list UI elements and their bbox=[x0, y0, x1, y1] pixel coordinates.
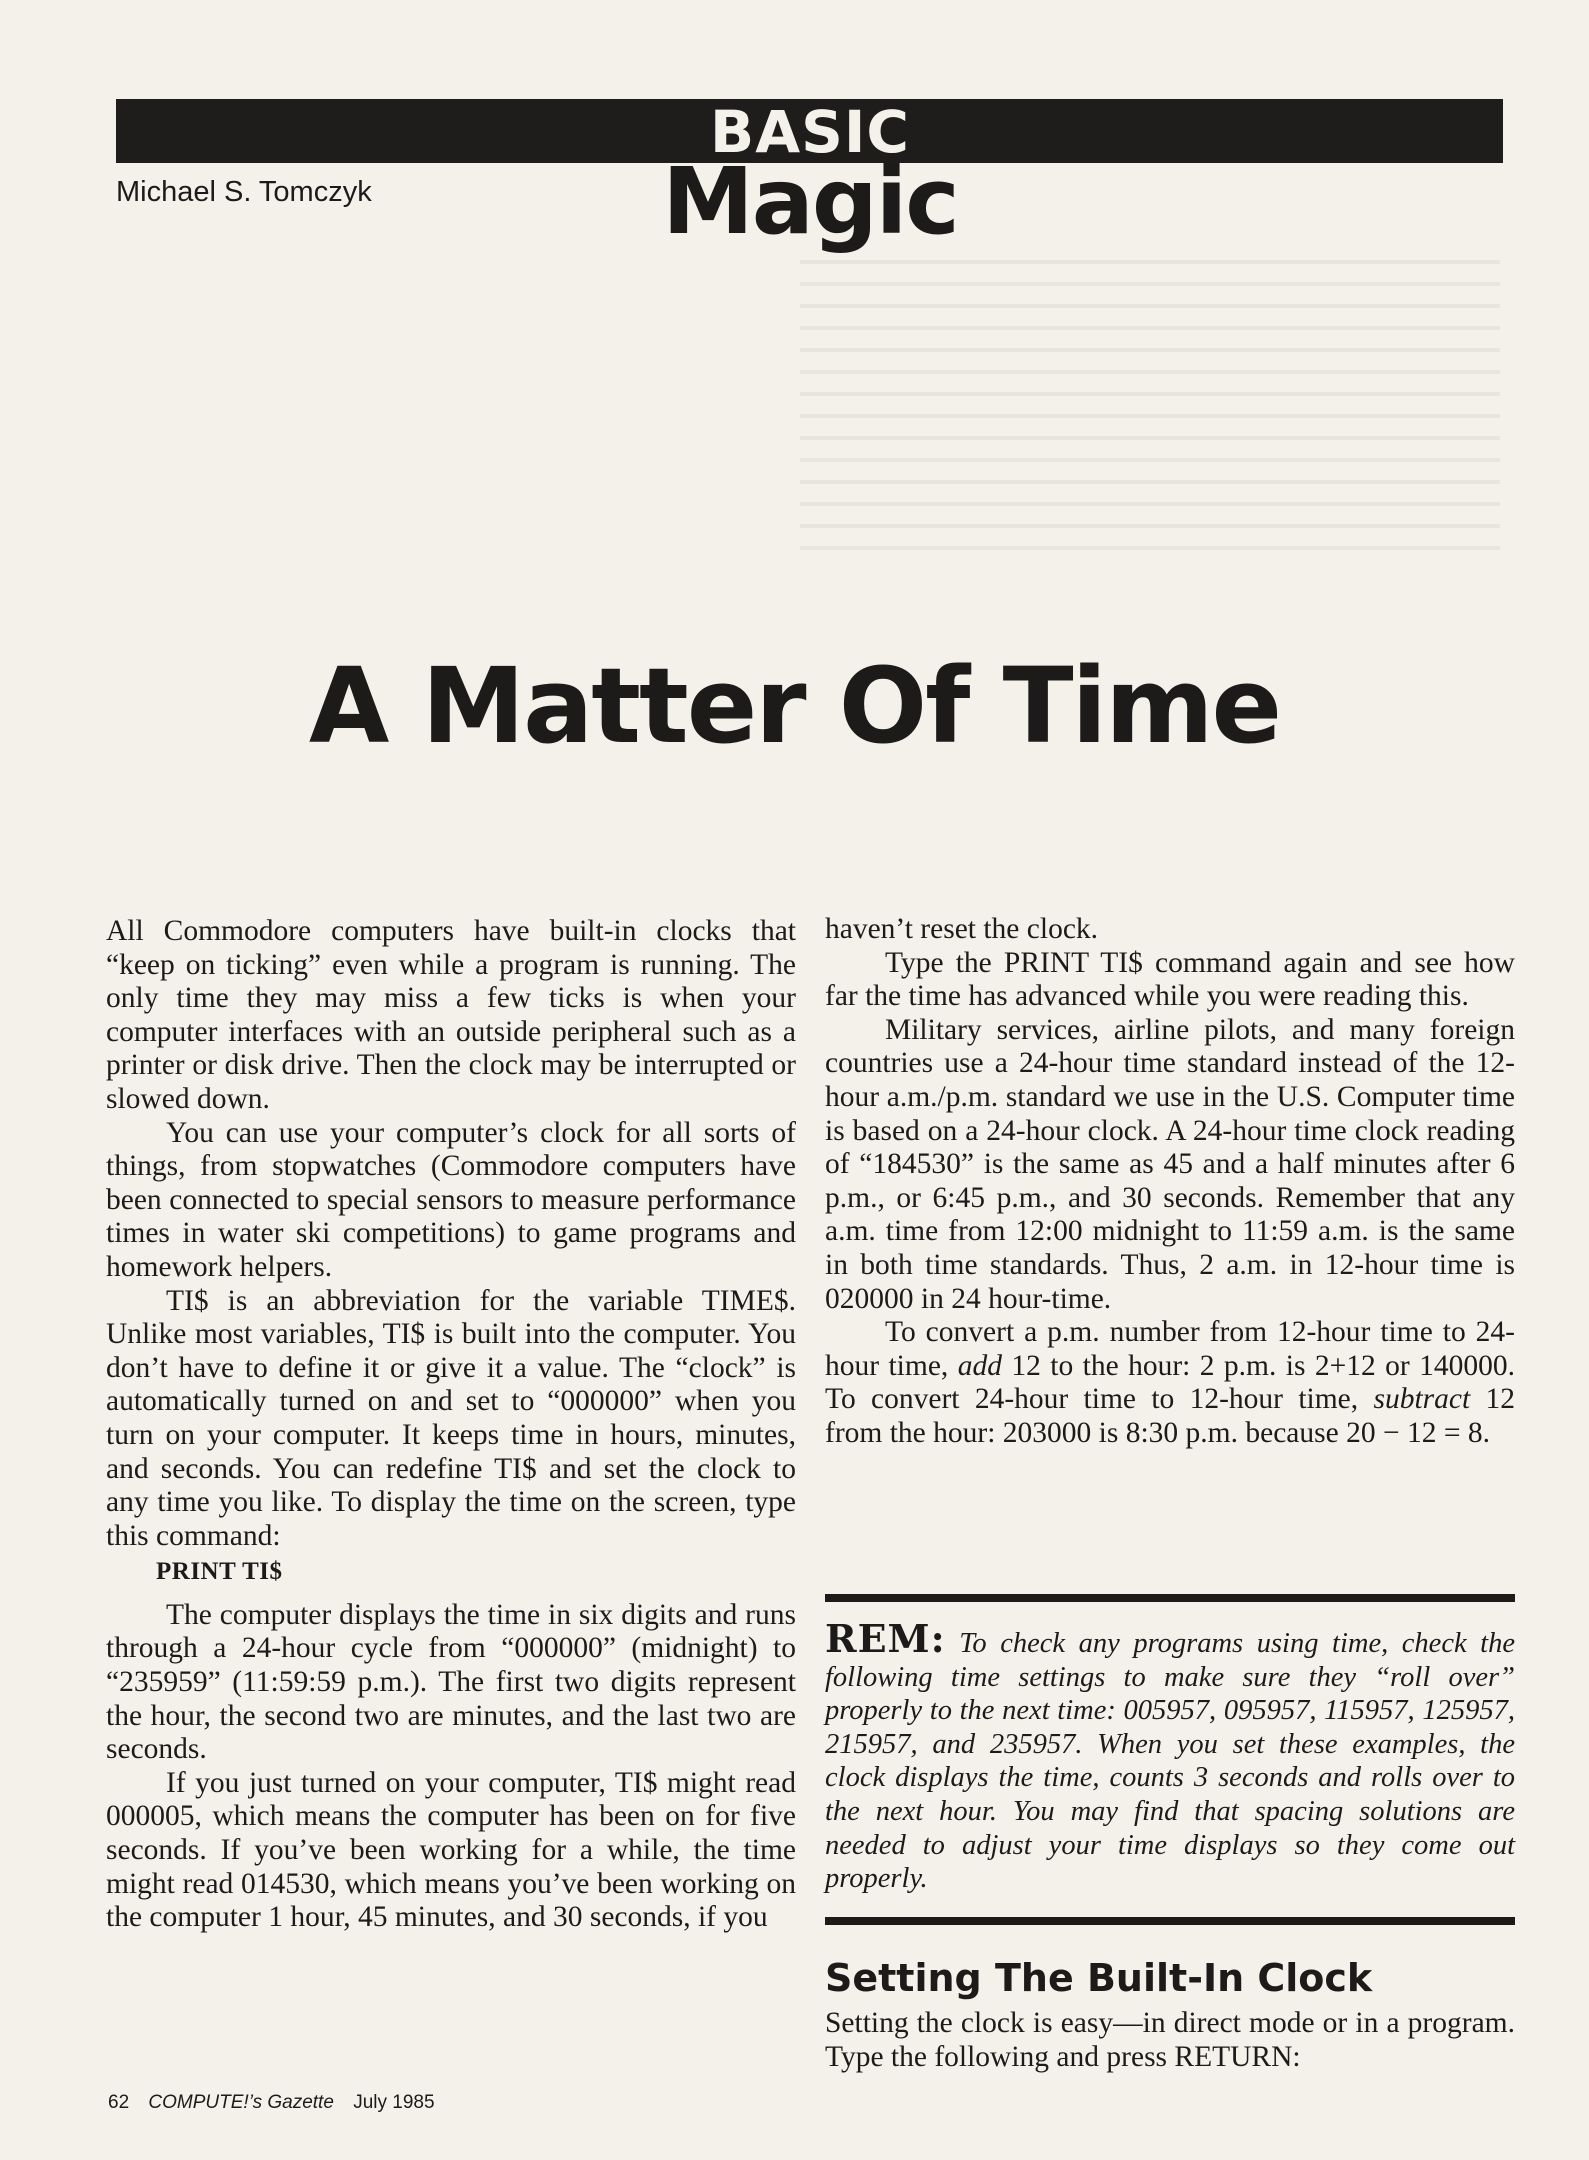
column-name-basic: BASIC bbox=[709, 98, 910, 166]
magazine-name: COMPUTE!’s Gazette bbox=[148, 2092, 334, 2113]
author-byline: Michael S. Tomczyk bbox=[116, 176, 372, 208]
paragraph: Setting the clock is easy—in direct mode or in a program. Type the following and press RETURN: bbox=[825, 2007, 1515, 2073]
page-number: 62 bbox=[108, 2092, 130, 2113]
paragraph: Military services, airline pilots, and many foreign countries use a 24-hour time standard instead of the 12-hour a.m./p.m. standard we use in the U.S. Computer time is based on a 24-hour clock. A 24-hour time clock reading of “184530” is the same as 45 and a half minutes after 6 p.m., or 6:45 p.m., and 30 seconds. Remember that any a.m. time from 12:00 midnight to 11:59 a.m. is the same in both time standards. Thus, 2 a.m. in 12-hour time is 020000 in 24 hour-time. bbox=[825, 1013, 1515, 1315]
paragraph bbox=[825, 1316, 1515, 1450]
rem-text: To check any programs using time, check the following time settings to make sure they “roll over” properly to the next time: 005957, 095957, 115957, 125957, 215957, and 235957. When you set these examples, the clock displays the time, counts 3 seconds and rolls over to the next hour. You may find that spacing solutions are needed to adjust your time displays so they come out properly. bbox=[825, 1628, 1515, 1895]
emphasis-add: add bbox=[957, 1349, 1002, 1382]
text-run: 12 to the hour: 2 p.m. is 2+12 or 140000. To convert 24-hour time to 12-hour time, bbox=[825, 1349, 1515, 1416]
text-run: To convert a p.m. number from 12-hour time to 24-hour time, bbox=[825, 1316, 1515, 1382]
rem-top-rule bbox=[825, 1594, 1515, 1602]
paragraph: TI$ is an abbreviation for the variable TIME$. Unlike most variables, TI$ is built into the computer. You don’t have to define it or give it a value. The “clock” is automatically turned on and set to “000000” when you turn on your computer. It keeps time in hours, minutes, and seconds. You can redefine TI$ and set the clock to any time you like. To display the time on the screen, type this command: bbox=[106, 1284, 796, 1552]
paragraph: If you just turned on your computer, TI$ might read 000005, which means the computer has been on for five seconds. If you’ve been working for a while, the time might read 014530, which means you’ve been working on the computer 1 hour, 45 minutes, and 30 seconds, if you bbox=[106, 1766, 796, 1934]
bleed-through-texture bbox=[800, 260, 1500, 560]
paragraph: The computer displays the time in six digits and runs through a 24-hour cycle from “000000” (midnight) to “235959” (11:59:59 p.m.). The first two digits represent the hour, the second two are minutes, and the last two are seconds. bbox=[106, 1598, 796, 1766]
rem-box bbox=[825, 1616, 1515, 1896]
page-footer bbox=[108, 2092, 449, 2114]
issue-date: July 1985 bbox=[353, 2092, 435, 2113]
paragraph: Type the PRINT TI$ command again and see how far the time has advanced while you were reading this. bbox=[825, 946, 1515, 1013]
paragraph: All Commodore computers have built-in clocks that “keep on ticking” even while a program is running. The only time they may miss a few ticks is when your computer interfaces with an outside peripheral such as a printer or disk drive. Then the clock may be interrupted or slowed down. bbox=[106, 915, 796, 1115]
article-title: A Matter Of Time bbox=[308, 645, 1281, 767]
paragraph: haven’t reset the clock. bbox=[825, 913, 1099, 945]
rem-bottom-rule bbox=[825, 1917, 1515, 1925]
right-column bbox=[825, 913, 1515, 1451]
section-heading: Setting The Built-In Clock bbox=[825, 1956, 1373, 2000]
emphasis-subtract: subtract bbox=[1373, 1383, 1471, 1416]
column-name-magic: Magic bbox=[662, 148, 958, 255]
rem-label: REM: bbox=[825, 1616, 946, 1661]
left-column bbox=[106, 915, 796, 1935]
paragraph: You can use your computer’s clock for all sorts of things, from stopwatches (Commodore computers have been connected to special sensors to measure performance times in water ski competitions) to game programs and homework helpers. bbox=[106, 1116, 796, 1283]
text-run: 12 from the hour: 203000 is 8:30 p.m. because 20 − 12 = 8. bbox=[825, 1383, 1516, 1449]
code-line: PRINT TI$ bbox=[156, 1558, 283, 1586]
